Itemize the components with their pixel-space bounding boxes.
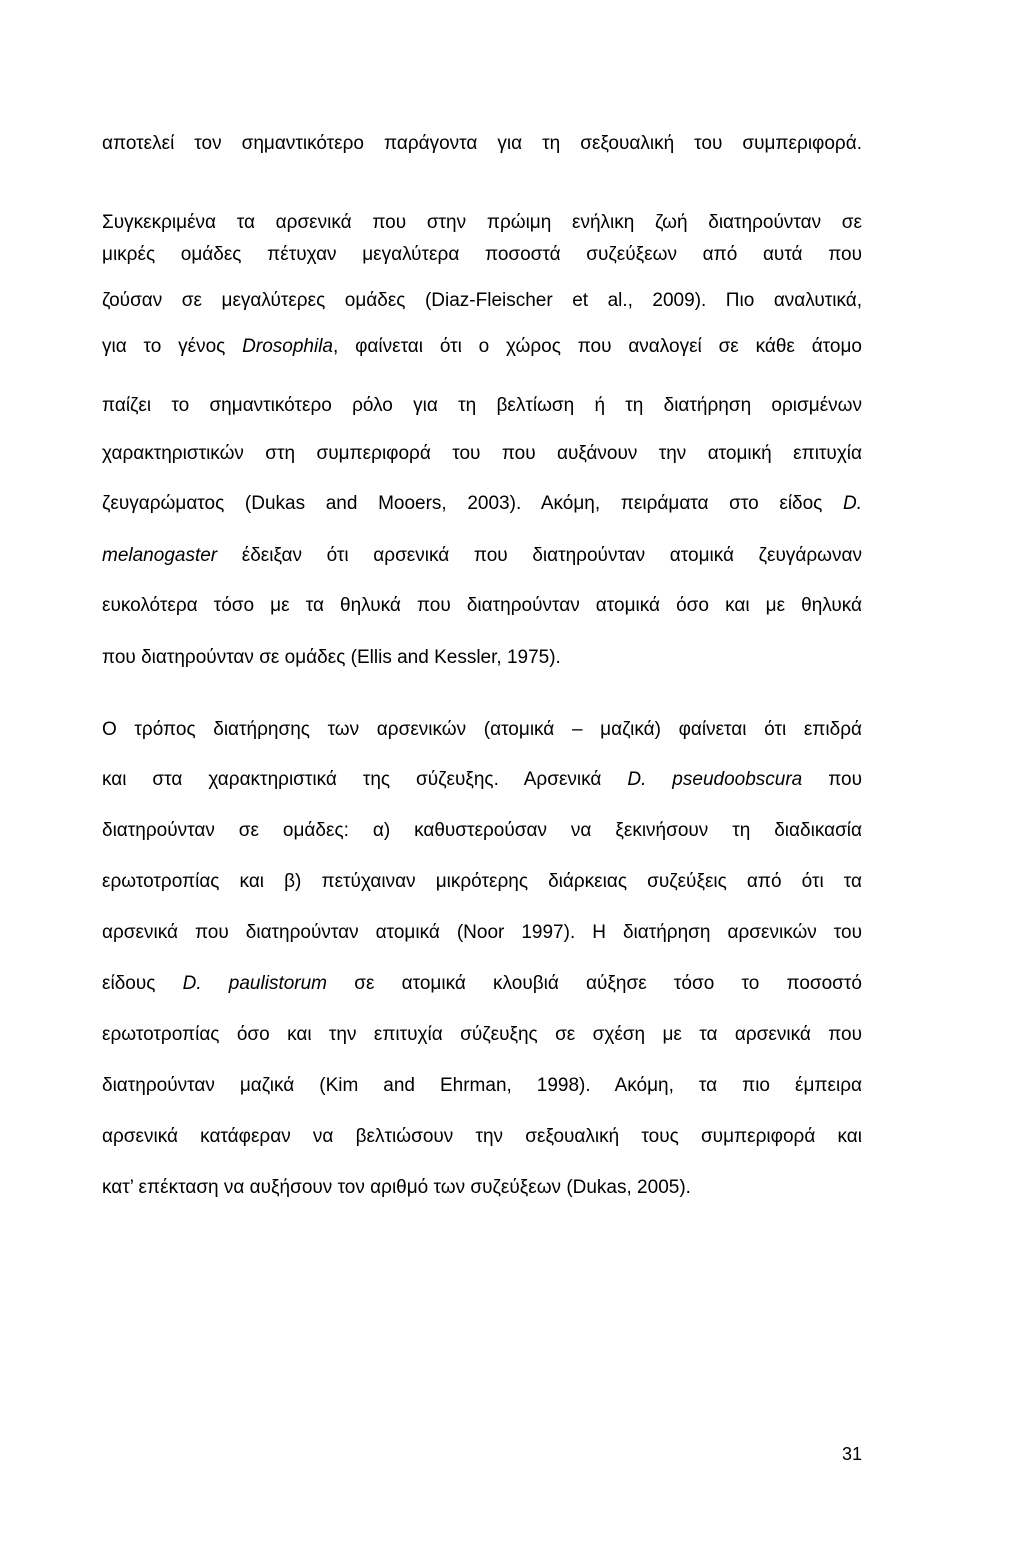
page-number: 31 (841, 1444, 862, 1464)
text-line (102, 492, 862, 516)
text-run: , φαίνεται ότι ο χώρος που αναλογεί σε κάθε άτομο (332, 336, 862, 357)
text-line: Ο τρόπος διατήρησης των αρσενικών (ατομικά – μαζικά) φαίνεται ότι επιδρά (102, 719, 862, 740)
text-line: διατηρούνταν μαζικά (Kim and Ehrman, 1998). Ακόμη, τα πιο έμπειρα (102, 1075, 862, 1096)
text-line: ερωτοτροπίας και β) πετύχαιναν μικρότερης διάρκειας συζεύξεις από ότι τα (102, 871, 862, 892)
text-line: αποτελεί τον σημαντικότερο παράγοντα για τη σεξουαλική του συμπεριφορά. (102, 133, 862, 154)
text-run: ζευγαρώματος (Dukas and Mooers, 2003). Ακόμη, πειράματα στο είδος (102, 493, 843, 514)
species-name: melanogaster (102, 545, 218, 566)
text-line: παίζει το σημαντικότερο ρόλο για τη βελτίωση ή τη διατήρηση ορισμένων (102, 395, 862, 416)
text-line: Συγκεκριμένα τα αρσενικά που στην πρώιμη ενήλικη ζωή διατηρούνταν σε (102, 212, 862, 233)
species-name: D. pseudoobscura (627, 769, 803, 790)
text-line: ζούσαν σε μεγαλύτερες ομάδες (Diaz-Fleischer et al., 2009). Πιο αναλυτικά, (102, 290, 862, 311)
text-line: διατηρούνταν σε ομάδες: α) καθυστερούσαν να ξεκινήσουν τη διαδικασία (102, 820, 862, 841)
text-line: κατ’ επέκταση να αυξήσουν τον αριθμό των συζεύξεων (Dukas, 2005). (102, 1177, 691, 1198)
text-line: αρσενικά που διατηρούνταν ατομικά (Noor 1997). Η διατήρηση αρσενικών του (102, 922, 862, 943)
text-run: σε ατομικά κλουβιά αύξησε τόσο το ποσοστό (327, 973, 862, 994)
text-run: και στα χαρακτηριστικά της σύζευξης. Αρσενικά (102, 769, 628, 790)
text-line: ευκολότερα τόσο με τα θηλυκά που διατηρούνταν ατομικά όσο και με θηλυκά (102, 595, 862, 616)
text-line (102, 972, 862, 996)
text-line (102, 768, 862, 792)
text-line: μικρές ομάδες πέτυχαν μεγαλύτερα ποσοστά συζεύξεων από αυτά που (102, 244, 862, 265)
text-line: που διατηρούνταν σε ομάδες (Ellis and Kessler, 1975). (102, 647, 561, 668)
text-line (102, 544, 862, 568)
text-line: ερωτοτροπίας όσο και την επιτυχία σύζευξης σε σχέση με τα αρσενικά που (102, 1024, 862, 1045)
text-run: που (802, 769, 862, 790)
text-line: αρσενικά κατάφεραν να βελτιώσουν την σεξουαλική τους συμπεριφορά και (102, 1126, 862, 1147)
text-line (102, 335, 862, 359)
species-name: D. paulistorum (182, 973, 328, 994)
species-name: D. (843, 493, 862, 514)
text-line: χαρακτηριστικών στη συμπεριφορά του που αυξάνουν την ατομική επιτυχία (102, 443, 862, 464)
text-run: για το γένος (102, 336, 243, 357)
text-run: έδειξαν ότι αρσενικά που διατηρούνταν ατομικά ζευγάρωναν (217, 545, 862, 566)
text-run: είδους (102, 973, 183, 994)
species-name: Drosophila (242, 336, 333, 357)
